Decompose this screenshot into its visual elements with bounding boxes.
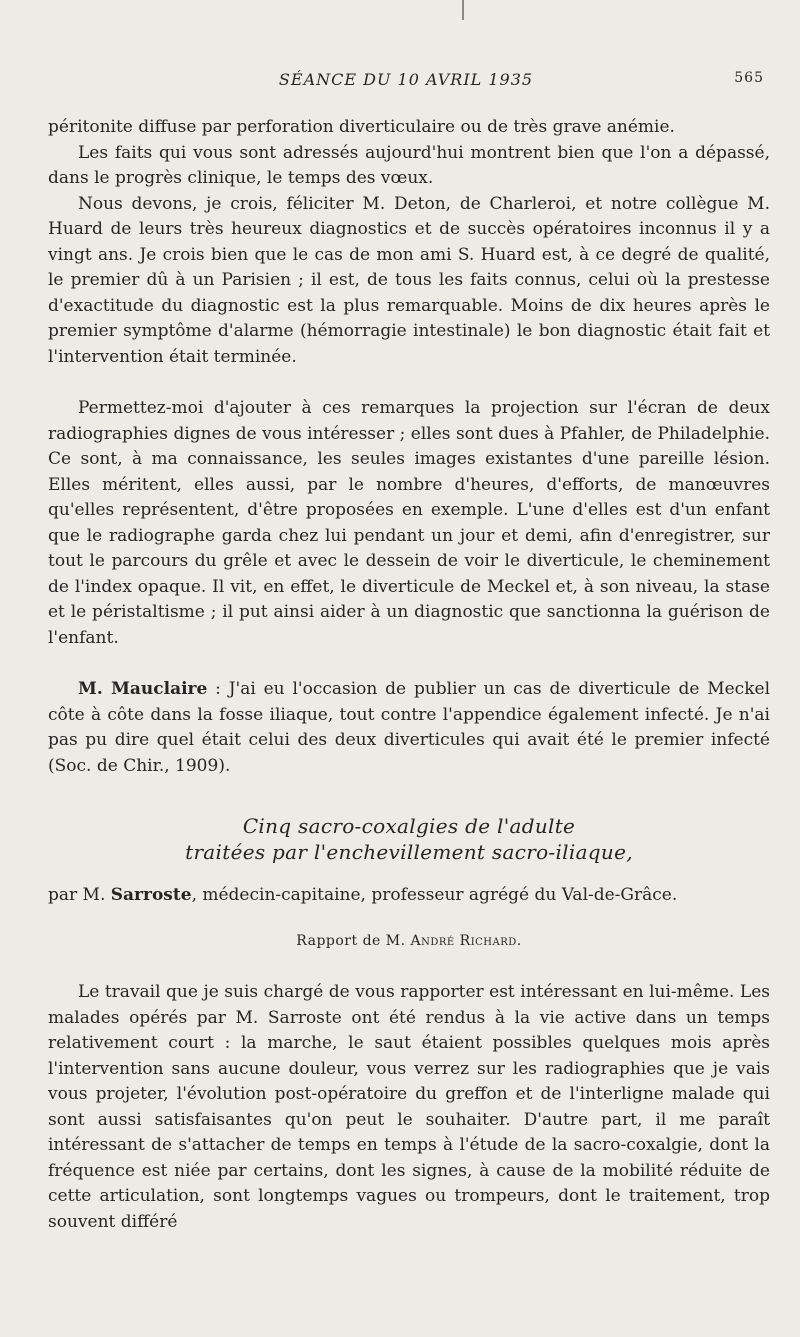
author-affiliation: , médecin-capitaine, professeur agrégé du Val-de-Grâce. [191,885,678,905]
paragraph-mauclaire [48,677,770,779]
report-prefix: Rapport de M. [296,932,411,949]
running-head: SÉANCE DU 10 AVRIL 1935 [278,70,534,89]
report-suffix: . [516,932,522,949]
article-title [48,813,770,865]
page-body [48,115,770,1235]
page-number: 565 [734,70,764,86]
paragraph: Le travail que je suis chargé de vous rapporter est intéressant en lui-même. Les malades opérés par M. Sarroste ont été rendus à la vie active dans un temps relativement court : la marche, le saut étaient possibles quelques mois après l'intervention sans aucune douleur, vous verrez sur les radiographies que je vais vous projeter, l'évolution post-opératoire du greffon et de l'interligne malade qui sont aussi satisfaisantes qu'on peut le souhaiter. D'autre part, il me paraît intéressant de s'attacher de temps en temps à l'étude de la sacro-coxalgie, dont la fréquence est niée par certains, dont les signes, à cause de la mobilité réduite de cette articulation, sont longtemps vagues ou trompeurs, dont le traitement, trop souvent différé [48,982,770,1232]
author-name: Sarroste [110,885,192,905]
speaker-remark: : J'ai eu l'occasion de publier un cas de diverticule de Meckel côte à côte dans la fosse iliaque, tout contre l'appendice également infecté. Je n'ai pas pu dire quel était celui des deux diverticules qui avait été le premier infecté (Soc. de Chir., 1909). [48,679,771,776]
report-line [48,929,770,955]
paragraph: Permettez-moi d'ajouter à ces remarques la projection sur l'écran de deux radiographies dignes de vous intéresser ; elles sont dues à Pfahler, de Philadelphie. Ce sont, à ma connaissance, les seules images existantes d'une pareille lésion. Elles méritent, elles aussi, par le nombre d'heures, d'efforts, de manœuvres qu'elles représentent, d'être proposées en exemple. L'une d'elles est d'un enfant que le radiographe garda chez lui pendant un jour et demi, afin d'enregistrer, sur tout le parcours du grêle et avec le dessein de voir le diverticule, le cheminement de l'index opaque. Il vit, en effet, le diverticule de Meckel et, à son niveau, la stase et le péristaltisme ; il put ainsi aider à un diagnostic que sanctionna la guérison de l'enfant. [48,398,770,648]
margin-mark [462,0,464,20]
article-title-line: Cinq sacro-coxalgies de l'adulte [242,814,576,838]
paragraph: Les faits qui vous sont adressés aujourd'hui montrent bien que l'on a dépassé, dans le progrès clinique, le temps des vœux. [48,142,770,188]
paragraph-continuation: péritonite diffuse par perforation diverticulaire ou de très grave anémie. [48,117,675,137]
speaker-name: M. Mauclaire [78,679,208,699]
article-title-line: traitées par l'enchevillement sacro-iliaque, [185,840,633,864]
page-header [48,70,764,94]
byline [48,883,770,909]
reporter-name: André Richard [410,932,517,949]
byline-prefix: par M. [48,885,111,905]
paragraph: Nous devons, je crois, féliciter M. Deton, de Charleroi, et notre collègue M. Huard de leurs très heureux diagnostics et de succès opératoires inconnus il y a vingt ans. Je crois bien que le cas de mon ami S. Huard est, à ce degré de qualité, le premier dû à un Parisien ; il est, de tous les faits connus, celui où la prestesse d'exactitude du diagnostic est la plus remarquable. Moins de dix heures après le premier symptôme d'alarme (hémorragie intestinale) le bon diagnostic était fait et l'intervention était terminée. [48,193,770,367]
